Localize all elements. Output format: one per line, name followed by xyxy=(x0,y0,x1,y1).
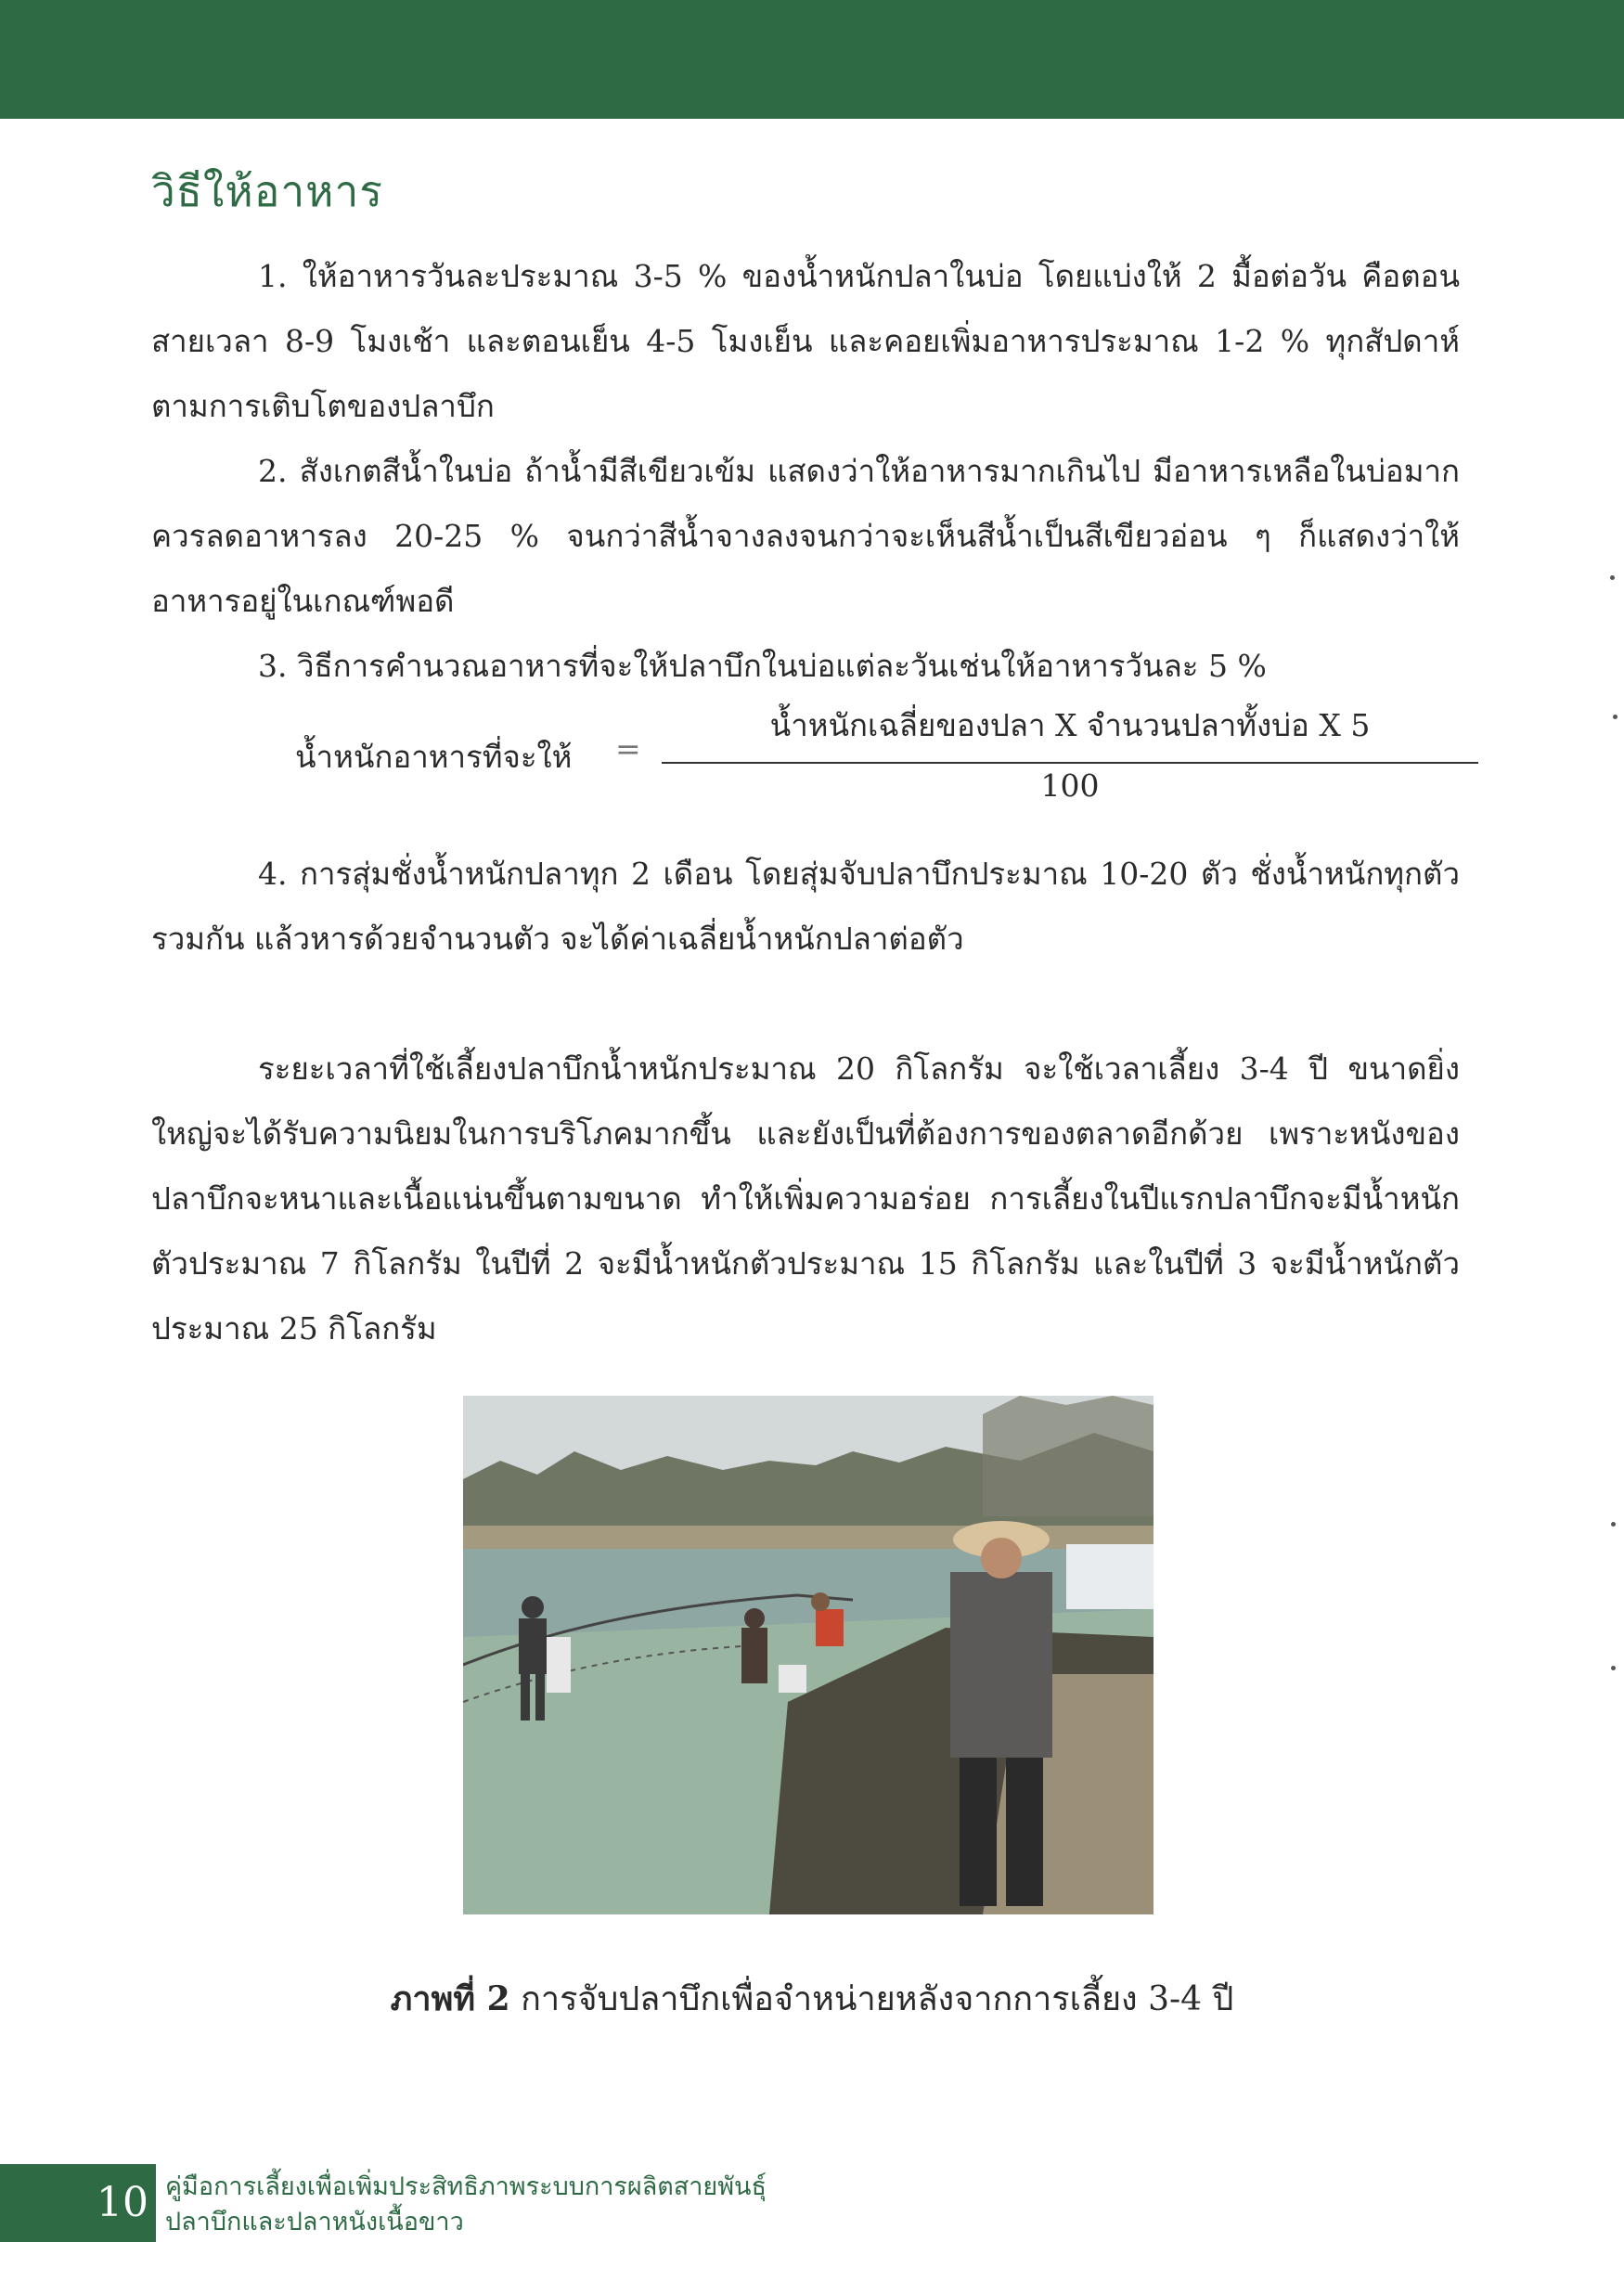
scan-speck xyxy=(1611,1666,1616,1670)
fraction-bar xyxy=(662,762,1478,764)
fish-harvest-photo xyxy=(463,1396,1154,1914)
page-number: 10 xyxy=(0,2164,156,2242)
formula-lhs: น้ำหนักอาหารที่จะให้ xyxy=(295,739,573,775)
scan-speck xyxy=(1611,1522,1616,1527)
page-footer xyxy=(0,2164,1624,2242)
scan-speck xyxy=(1610,575,1615,580)
booklet-title-line1: คู่มือการเลี้ยงเพื่อเพิ่มประสิทธิภาพระบบการผลิตสายพันธุ์ xyxy=(165,2172,767,2201)
feed-formula xyxy=(151,704,1460,834)
caption-text: การจับปลาบึกเพื่อจำหน่ายหลังจากการเลี้ยง 3-4 ปี xyxy=(509,1980,1234,2018)
formula-numerator: น้ำหนักเฉลี่ยของปลา X จำนวนปลาทั้งบ่อ X 5 xyxy=(769,707,1371,743)
scan-speck xyxy=(1613,715,1618,719)
list-item-1: 1. ให้อาหารวันละประมาณ 3-5 % ของน้ำหนักปลาในบ่อ โดยแบ่งให้ 2 มื้อต่อวัน คือตอนสายเวลา 8-9 โมงเช้า และตอนเย็น 4-5 โมงเย็น และคอยเพิ่มอาหารประมาณ 1-2 % ทุกสัปดาห์ ตามการเติบโตของปลาบึก xyxy=(151,258,1460,424)
body-paragraph: ระยะเวลาที่ใช้เลี้ยงปลาบึกน้ำหนักประมาณ 20 กิโลกรัม จะใช้เวลาเลี้ยง 3-4 ปี ขนาดยิ่งใหญ่จะได้รับความนิยมในการบริโภคมากขึ้น และยังเป็นที่ต้องการของตลาดอีกด้วย เพราะหนังของปลาบึกจะหนาและเนื้อแน่นขึ้นตามขนาด ทำให้เพิ่มความอร่อย การเลี้ยงในปีแรกปลาบึกจะมีน้ำหนักตัวประมาณ 7 กิโลกรัม ในปีที่ 2 จะมีน้ำหนักตัวประมาณ 15 กิโลกรัม และในปีที่ 3 จะมีน้ำหนักตัวประมาณ 25 กิโลกรัม xyxy=(151,1050,1460,1347)
section-heading: วิธีให้อาหาร xyxy=(151,166,384,216)
top-green-band xyxy=(0,0,1624,119)
list-item-3: 3. วิธีการคำนวณอาหารที่จะให้ปลาบึกในบ่อแต่ละวันเช่นให้อาหารวันละ 5 % xyxy=(258,648,1267,684)
formula-equals: = xyxy=(615,730,641,767)
booklet-title-line2: ปลาบึกและปลาหนังเนื้อขาว xyxy=(165,2208,464,2236)
figure-caption xyxy=(0,1972,1624,2025)
caption-label: ภาพที่ 2 xyxy=(390,1979,510,2018)
list-item-4: 4. การสุ่มชั่งน้ำหนักปลาทุก 2 เดือน โดยสุ่มจับปลาบึกประมาณ 10-20 ตัว ชั่งน้ำหนักทุกตัวรวมกัน แล้วหารด้วยจำนวนตัว จะได้ค่าเฉลี่ยน้ำหนักปลาต่อตัว xyxy=(151,856,1460,957)
formula-denominator: 100 xyxy=(1040,767,1100,804)
list-item-2: 2. สังเกตสีน้ำในบ่อ ถ้าน้ำมีสีเขียวเข้ม แสดงว่าให้อาหารมากเกินไป มีอาหารเหลือในบ่อมาก ควรลดอาหารลง 20-25 % จนกว่าสีน้ำจางลงจนกว่าจะเห็นสีน้ำเป็นสีเขียวอ่อน ๆ ก็แสดงว่าให้อาหารอยู่ในเกณฑ์พอดี xyxy=(151,453,1460,619)
booklet-title xyxy=(165,2170,767,2240)
page-content xyxy=(151,158,1460,1361)
